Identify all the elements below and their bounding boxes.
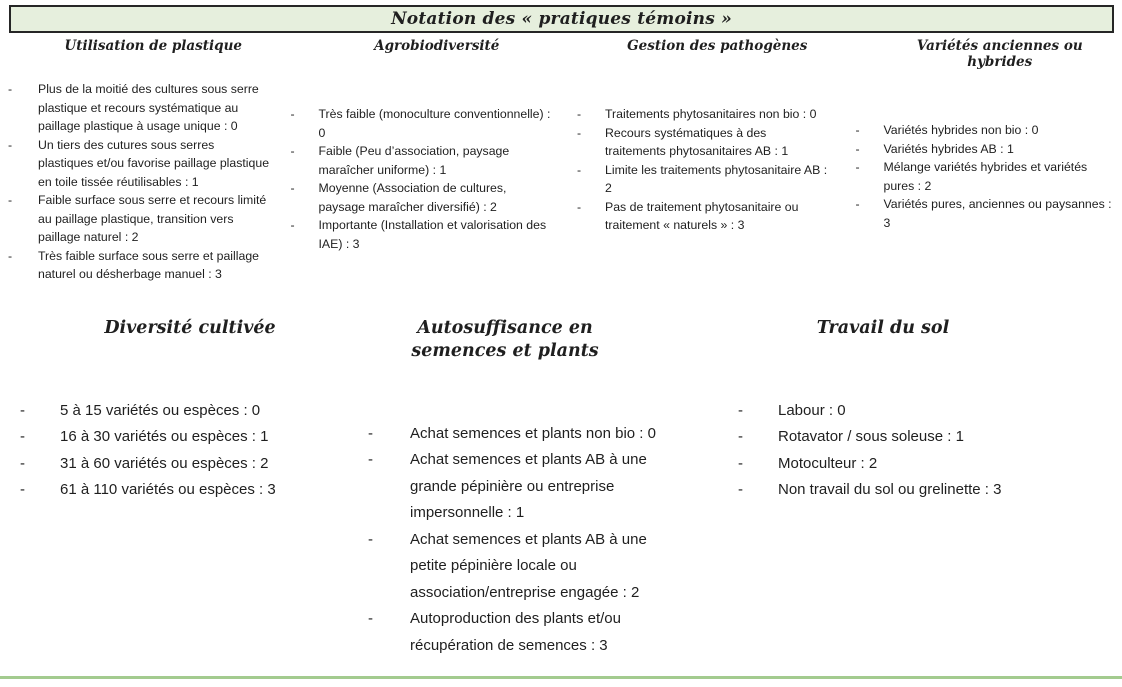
dash-bullet: - (8, 193, 13, 207)
criteria-item (20, 424, 380, 451)
column-header-travail-du-sol: Travail du sol (816, 317, 950, 338)
criteria-item (368, 447, 680, 527)
criteria-list (856, 121, 1117, 232)
table-title-bar (9, 5, 1114, 33)
criteria-list (577, 105, 830, 235)
criteria-item (738, 424, 1122, 451)
criteria-item (738, 398, 1122, 425)
criteria-text: Rotavator / sous soleuse : 1 (778, 428, 964, 445)
dash-bullet: - (855, 160, 860, 174)
criteria-item (577, 198, 830, 235)
criteria-text: Achat semences et plants AB à une grande pépinière ou entreprise impersonnelle : 1 (410, 451, 647, 521)
criteria-item (291, 216, 556, 253)
dash-bullet: - (8, 137, 13, 152)
criteria-item (856, 158, 1117, 195)
criteria-text: Variétés pures, anciennes ou paysannes : 3 (883, 197, 1112, 230)
criteria-list (8, 80, 271, 284)
criteria-text: Plus de la moitié des cultures sous serre plastique et recours systématique au paillage plastique à usage unique : 0 (38, 82, 259, 133)
criteria-text: Un tiers des cutures sous serres plastiques et/ou favorise paillage plastique en toile tissée réutilisables : 1 (38, 137, 270, 189)
dash-bullet: - (738, 401, 743, 419)
criteria-item (20, 477, 380, 504)
criteria-list (291, 105, 556, 253)
column-header-autosuffisance-semences-plants: Autosuffisance en semences et plants (411, 317, 599, 361)
dash-bullet: - (368, 424, 373, 442)
criteria-list (680, 398, 1122, 504)
criteria-text: Variétés hybrides non bio : 0 (883, 123, 1039, 137)
criteria-text: Faible (Peu d’association, paysage maraîcher uniforme) : 1 (318, 144, 510, 177)
criteria-text: 31 à 60 variétés ou espèces : 2 (60, 454, 269, 472)
criteria-item (368, 606, 680, 659)
dash-bullet: - (290, 218, 295, 232)
dash-bullet: - (8, 82, 13, 96)
dash-bullet: - (738, 454, 743, 472)
column-agrobiodiversite (281, 38, 562, 284)
criteria-text: Très faible surface sous serre et paillage naturel ou désherbage manuel : 3 (38, 248, 259, 281)
criteria-list (0, 398, 380, 504)
dash-bullet: - (8, 248, 13, 263)
criteria-row-1 (0, 38, 1122, 284)
dash-bullet: - (738, 428, 743, 445)
criteria-item (8, 136, 271, 192)
criteria-item (8, 191, 271, 247)
column-utilisation-de-plastique (0, 38, 281, 284)
criteria-text: Recours systématiques à des traitements phytosanitaires AB : 1 (605, 125, 789, 158)
criteria-text: Limite les traitements phytosanitaire AB : 2 (605, 162, 828, 195)
criteria-text: 5 à 15 variétés ou espèces : 0 (60, 401, 261, 419)
column-diversite-cultivee (0, 317, 380, 660)
dash-bullet: - (368, 530, 373, 548)
criteria-item (368, 527, 680, 607)
dash-bullet: - (368, 451, 373, 468)
criteria-text: Autoproduction des plants et/ou récupération de semences : 3 (410, 610, 621, 654)
dash-bullet: - (368, 610, 373, 627)
criteria-item (577, 124, 830, 161)
criteria-item (8, 80, 271, 136)
dash-bullet: - (20, 401, 25, 419)
column-header-gestion-des-pathogenes: Gestion des pathogènes (627, 38, 808, 54)
criteria-text: Très faible (monoculture conventionnelle) : 0 (318, 107, 551, 140)
dash-bullet: - (290, 181, 295, 195)
criteria-item (577, 161, 830, 198)
column-header-diversite-cultivee: Diversité cultivée (104, 317, 276, 338)
criteria-item (20, 451, 380, 478)
criteria-text: 16 à 30 variétés ou espèces : 1 (60, 428, 269, 445)
criteria-text: Importante (Installation et valorisation des IAE) : 3 (318, 218, 547, 251)
criteria-item (856, 140, 1117, 159)
dash-bullet: - (290, 144, 295, 158)
dash-bullet: - (855, 197, 860, 211)
criteria-item (291, 105, 556, 142)
criteria-item (738, 451, 1122, 478)
criteria-item (291, 179, 556, 216)
criteria-row-2 (0, 317, 1122, 660)
dash-bullet: - (738, 481, 743, 498)
criteria-text: Faible surface sous serre et recours limité au paillage plastique, transition vers paillage naturel : 2 (38, 193, 267, 244)
criteria-item (856, 195, 1117, 232)
criteria-item (291, 142, 556, 179)
column-header-varietes-anciennes-ou-hybrides: Variétés anciennes ou hybrides (916, 38, 1083, 70)
dash-bullet: - (290, 107, 295, 121)
column-travail-du-sol (680, 317, 1122, 660)
criteria-text: Traitements phytosanitaires non bio : 0 (605, 107, 817, 121)
criteria-text: Moyenne (Association de cultures, paysage maraîcher diversifié) : 2 (318, 181, 507, 214)
criteria-text: Motoculteur : 2 (778, 454, 878, 472)
criteria-text: 61 à 110 variétés ou espèces : 3 (60, 481, 276, 498)
criteria-text: Pas de traitement phytosanitaire ou traitement « naturels » : 3 (605, 199, 799, 232)
dash-bullet: - (577, 125, 582, 140)
criteria-text: Labour : 0 (778, 401, 846, 419)
dash-bullet: - (577, 199, 582, 214)
column-header-utilisation-de-plastique: Utilisation de plastique (64, 38, 242, 54)
criteria-text: Achat semences et plants non bio : 0 (410, 424, 656, 442)
criteria-item (20, 398, 380, 425)
bottom-green-rule (0, 676, 1122, 679)
dash-bullet: - (577, 162, 582, 177)
criteria-text: Variétés hybrides AB : 1 (883, 141, 1014, 156)
criteria-text: Achat semences et plants AB à une petite pépinière locale ou association/entreprise engagée : 2 (410, 530, 647, 601)
dash-bullet: - (20, 454, 25, 472)
criteria-text: Non travail du sol ou grelinette : 3 (778, 481, 1002, 498)
criteria-item (738, 477, 1122, 504)
column-varietes-anciennes-ou-hybrides (842, 38, 1122, 284)
criteria-text: Mélange variétés hybrides et variétés pures : 2 (883, 160, 1088, 193)
criteria-item (856, 121, 1117, 140)
column-autosuffisance-semences-plants (368, 317, 680, 660)
criteria-item (368, 421, 680, 448)
table-title: Notation des « pratiques témoins » (391, 9, 732, 29)
criteria-item (577, 105, 830, 124)
column-header-agrobiodiversite: Agrobiodiversité (374, 38, 500, 54)
criteria-item (8, 247, 271, 284)
criteria-list (368, 421, 680, 660)
dash-bullet: - (855, 141, 860, 156)
dash-bullet: - (20, 481, 25, 498)
dash-bullet: - (20, 428, 25, 445)
column-gestion-des-pathogenes (561, 38, 842, 284)
dash-bullet: - (577, 107, 582, 121)
dash-bullet: - (855, 123, 860, 137)
